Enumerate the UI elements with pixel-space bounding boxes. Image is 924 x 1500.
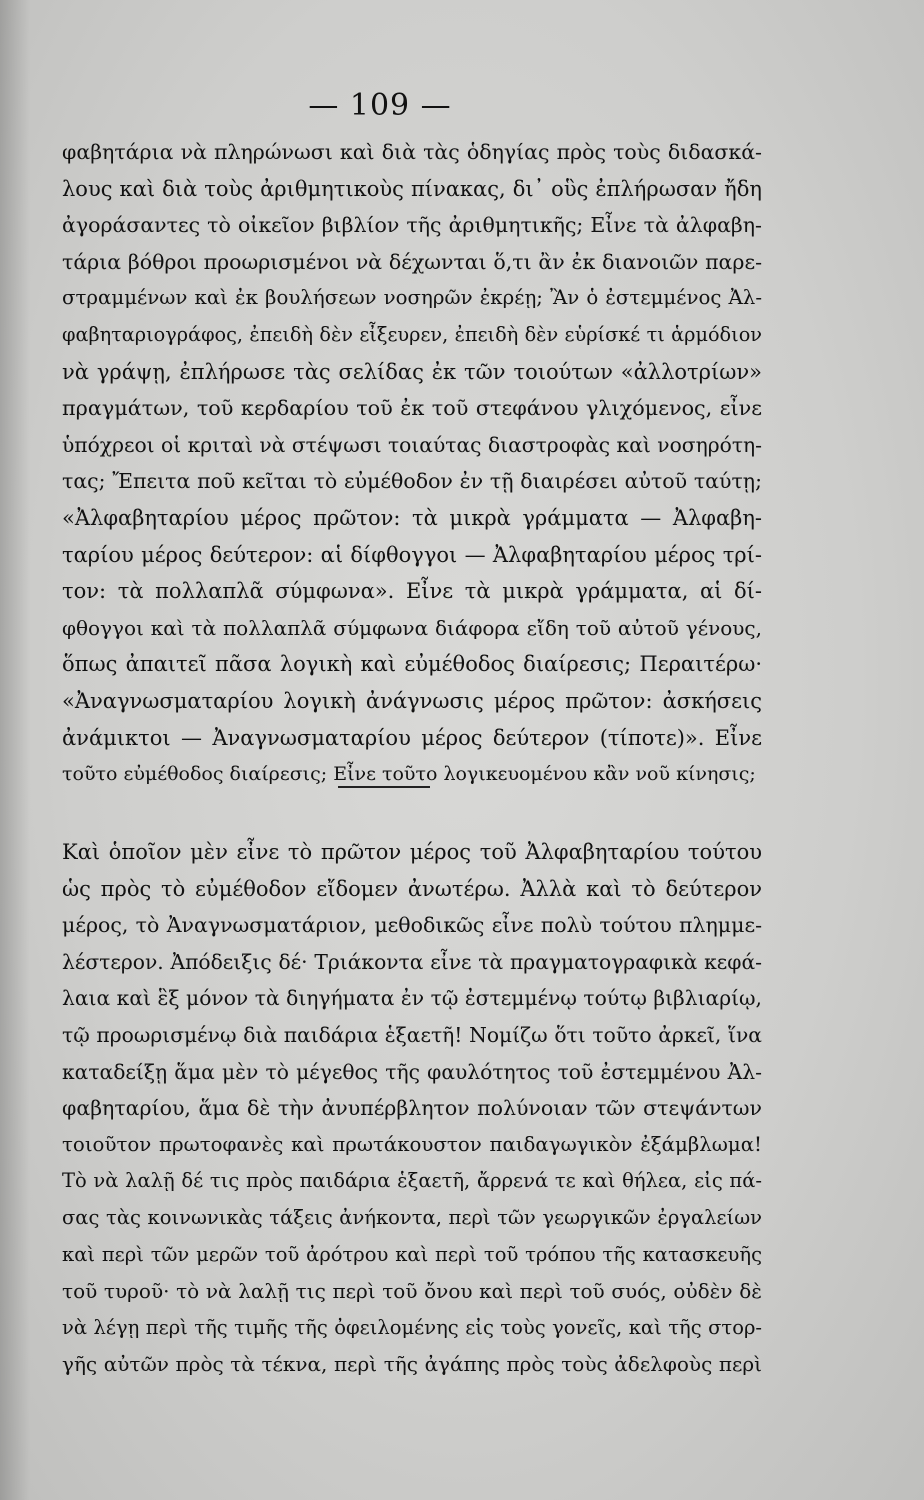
text-line: στραμμένων καὶ ἐκ βουλήσεων νοσηρῶν ἐκρέῃ; Ἂν ὁ ἐστεμμένος Ἀλ- (62, 286, 762, 310)
text-line: καταδείξῃ ἅμα μὲν τὸ μέγεθος τῆς φαυλότητος τοῦ ἐστεμμένου Ἀλ- (62, 1059, 762, 1084)
text-line: σας τὰς κοινωνικὰς τάξεις ἀνήκοντα, περὶ τῶν γεωργικῶν ἐργαλείων (62, 1205, 762, 1229)
text-line: πραγμάτων, τοῦ κερδαρίου τοῦ ἐκ τοῦ στεφάνου γλιχόμενος, εἶνε (62, 396, 762, 421)
text-line: τον: τὰ πολλαπλᾶ σύμφωνα». Εἶνε τὰ μικρὰ γράμματα, αἱ δί- (62, 579, 762, 604)
text-line: γῆς αὐτῶν πρὸς τὰ τέκνα, περὶ τῆς ἀγάπης πρὸς τοὺς ἀδελφοὺς περὶ (62, 1352, 762, 1377)
text-line: λέστερον. Ἀπόδειξις δέ· Τριάκοντα εἶνε τὰ πραγματογραφικὰ κεφά- (62, 949, 762, 974)
text-line: νὰ λέγῃ περὶ τῆς τιμῆς τῆς ὀφειλομένης εἰς τοὺς γονεῖς, καὶ τῆς στορ- (62, 1315, 762, 1339)
text-line: ἀνάμικτοι — Ἀναγνωσματαρίου μέρος δεύτερον (τίποτε)». Εἶνε (62, 725, 762, 750)
text-line: Καὶ ὁποῖον μὲν εἶνε τὸ πρῶτον μέρος τοῦ Ἀλφαβηταρίου τούτου (62, 840, 762, 864)
text-line: ὅπως ἀπαιτεῖ πᾶσα λογικὴ καὶ εὐμέθοδος διαίρεσις; Περαιτέρω· (62, 652, 762, 677)
text-line: φθογγοι καὶ τὰ πολλαπλᾶ σύμφωνα διάφορα εἴδη τοῦ αὐτοῦ γένους, (62, 615, 762, 640)
text-line: ὡς πρὸς τὸ εὐμέθοδον εἴδομεν ἀνωτέρω. Ἀλλὰ καὶ τὸ δεύτερον (62, 876, 762, 901)
text-line: τοῦ τυροῦ· τὸ νὰ λαλῇ τις περὶ τοῦ ὄνου καὶ περὶ τοῦ συός, οὐδὲν δὲ (62, 1279, 762, 1304)
text-line: τάρια βόθροι προωρισμένοι νὰ δέχωνται ὅ,τι ἂν ἐκ διανοιῶν παρε- (62, 249, 762, 274)
text-line: λους καὶ διὰ τοὺς ἀριθμητικοὺς πίνακας, δι᾽ οὓς ἐπλήρωσαν ἤδη (62, 176, 762, 201)
text-line: Τὸ νὰ λαλῇ δέ τις πρὸς παιδάρια ἑξαετῆ, ἄρρενά τε καὶ θήλεα, εἰς πά- (62, 1169, 762, 1193)
text-line: ὑπόχρεοι οἱ κριταὶ νὰ στέψωσι τοιαύτας διαστροφὰς καὶ νοσηρότη- (62, 432, 762, 457)
text-line: «Ἀλφαβηταρίου μέρος πρῶτον: τὰ μικρὰ γράμματα — Ἀλφαβη- (62, 505, 762, 530)
text-line: «Ἀναγνωσματαρίου λογικὴ ἀνάγνωσις μέρος πρῶτον: ἀσκήσεις (62, 688, 762, 713)
text-line: τοιοῦτον πρωτοφανὲς καὶ πρωτάκουστον παιδαγωγικὸν ἐξάμβλωμα! (62, 1132, 762, 1156)
text-line: μέρος, τὸ Ἀναγνωσματάριον, μεθοδικῶς εἶνε πολὺ τούτου πλημμε- (62, 913, 762, 938)
text-line: λαια καὶ ἓξ μόνον τὰ διηγήματα ἐν τῷ ἐστεμμένῳ τούτῳ βιβλιαρίῳ, (62, 986, 762, 1011)
text-line: τῷ προωρισμένῳ διὰ παιδάρια ἑξαετῆ! Νομίζω ὅτι τοῦτο ἀρκεῖ, ἵνα (62, 1022, 762, 1047)
text-line: φαβηταρίου, ἅμα δὲ τὴν ἀνυπέρβλητον πολύνοιαν τῶν στεψάντων (62, 1096, 762, 1121)
section-divider (338, 786, 430, 788)
page-number: — 109 — (308, 88, 452, 123)
paragraph-1 (62, 134, 762, 793)
text-line: καὶ περὶ τῶν μερῶν τοῦ ἀρότρου καὶ περὶ τοῦ τρόπου τῆς κατασκευῆς (62, 1242, 762, 1266)
text-line: τας; Ἔπειτα ποῦ κεῖται τὸ εὐμέθοδον ἐν τῇ διαιρέσει αὐτοῦ ταύτῃ; (62, 469, 762, 494)
text-line: ταρίου μέρος δεύτερον: αἱ δίφθογγοι — Ἀλφαβηταρίου μέρος τρί- (62, 542, 762, 567)
text-line: νὰ γράψῃ, ἐπλήρωσε τὰς σελίδας ἐκ τῶν τοιούτων «ἀλλοτρίων» (62, 359, 762, 384)
text-line: φαβητάρια νὰ πληρώνωσι καὶ διὰ τὰς ὁδηγίας πρὸς τοὺς διδασκά- (62, 140, 762, 164)
text-line: ἀγοράσαντες τὸ οἰκεῖον βιβλίον τῆς ἀριθμητικῆς; Εἶνε τὰ ἀλφαβη- (62, 213, 762, 238)
paragraph-2 (62, 834, 762, 1383)
text-line: τοῦτο εὐμέθοδος διαίρεσις; Εἶνε τοῦτο λογικευομένου κἂν νοῦ κίνησις; (62, 763, 756, 786)
text-line: φαβηταριογράφος, ἐπειδὴ δὲν εἶξευρεν, ἐπειδὴ δὲν εὑρίσκέ τι ἁρμόδιον (62, 322, 762, 346)
binding-shadow (0, 0, 30, 1500)
